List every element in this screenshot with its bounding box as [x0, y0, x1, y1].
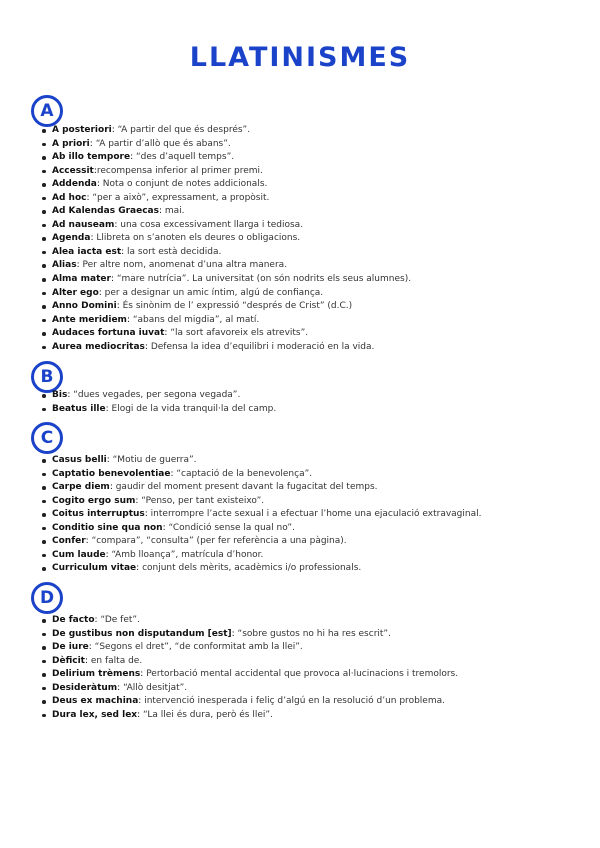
term-separator: :	[89, 138, 96, 149]
term-separator: :	[110, 274, 117, 285]
term-definition: “Amb lloança”, matrícula d’honor.	[111, 549, 264, 560]
list-item	[52, 178, 411, 192]
term-definition: “abans del migdia”, al matí.	[132, 314, 260, 325]
term-definition: mai.	[164, 206, 185, 217]
list-item	[52, 259, 411, 273]
list-item	[52, 468, 481, 482]
term-label: Ad hoc	[52, 192, 87, 203]
list-item	[52, 535, 481, 549]
term-label: Alma mater	[52, 274, 111, 285]
term-definition: És sinònim de l’ expressió “després de Crist” (d.C.)	[122, 301, 353, 312]
term-list-c	[0, 454, 481, 576]
term-label: Beatus ille	[52, 403, 106, 414]
term-definition: “Motiu de guerra”.	[112, 455, 197, 465]
term-label: Agenda	[52, 233, 91, 244]
term-separator: :	[98, 287, 105, 298]
term-label: Coitus interruptus	[52, 509, 145, 520]
term-separator: :	[96, 179, 103, 190]
term-separator: :	[88, 642, 95, 653]
term-label: Curriculum vitae	[52, 563, 137, 574]
term-definition: “la sort afavoreix els atrevits”.	[170, 328, 309, 339]
list-item	[52, 403, 276, 417]
term-separator: :	[67, 390, 74, 400]
list-item	[52, 219, 411, 233]
section-letter-a: A	[31, 95, 63, 127]
term-label: De iure	[52, 642, 89, 653]
term-definition: “Allò desitjat”.	[123, 682, 188, 693]
list-item	[52, 454, 481, 468]
term-separator: :	[117, 682, 124, 693]
list-item	[52, 300, 411, 314]
term-separator: :	[111, 125, 118, 135]
section-letter-d: D	[31, 582, 63, 614]
term-definition: en falta de.	[90, 655, 143, 666]
term-definition: Defensa la idea d’equilibri i moderació en la vida.	[150, 341, 375, 352]
term-label: Dèficit	[52, 655, 85, 666]
term-label: Accessit	[52, 165, 94, 176]
term-label: Cogito ergo sum	[52, 495, 136, 506]
term-label: Delirium trèmens	[52, 669, 141, 680]
term-label: Alias	[52, 260, 77, 271]
term-definition: “des d’aquell temps”.	[135, 152, 235, 163]
list-item	[52, 628, 458, 642]
page-title: LLATINISMES	[189, 42, 411, 73]
term-separator: :	[109, 482, 116, 493]
list-item	[52, 562, 481, 576]
term-label: De gustibus non disputandum [est]	[52, 628, 232, 639]
term-label: A priori	[52, 138, 90, 149]
list-item	[52, 695, 458, 709]
term-definition: “compara”, “consulta” (per fer referència a una pàgina).	[91, 536, 347, 547]
list-item	[52, 205, 411, 219]
term-definition: “La llei és dura, però és llei”.	[143, 709, 273, 720]
list-item	[52, 341, 411, 355]
list-item	[52, 655, 458, 669]
term-label: De facto	[52, 615, 95, 625]
term-definition: la sort està decidida.	[127, 246, 222, 257]
term-definition: “Penso, per tant existeixo”.	[141, 495, 265, 506]
term-definition: “sobre gustos no hi ha res escrit”.	[237, 628, 391, 639]
term-separator: :	[93, 165, 97, 176]
term-separator: :	[84, 655, 91, 666]
term-separator: :	[121, 246, 128, 257]
term-list-d	[0, 614, 458, 722]
section-letter-b: B	[31, 361, 63, 393]
list-item	[52, 508, 481, 522]
term-separator: :	[158, 206, 165, 217]
term-separator: :	[114, 219, 121, 230]
term-label: Ab illo tempore	[52, 152, 131, 163]
term-label: Ante meridiem	[52, 314, 127, 325]
term-separator: :	[85, 536, 92, 547]
term-label: Deus ex machina	[52, 696, 139, 707]
list-item	[52, 151, 411, 165]
term-separator: :	[136, 563, 143, 574]
term-label: Aurea mediocritas	[52, 341, 145, 352]
term-separator: :	[138, 696, 145, 707]
list-item	[52, 192, 411, 206]
term-definition: interrompre l’acte sexual i a efectuar l’home una ejaculació extravaginal.	[150, 509, 482, 520]
list-item	[52, 641, 458, 655]
term-definition: per a designar un amic íntim, algú de confiança.	[104, 287, 324, 298]
term-separator: :	[94, 615, 101, 625]
term-separator: :	[140, 669, 147, 680]
term-separator: :	[130, 152, 136, 163]
term-separator: :	[105, 403, 112, 414]
list-item	[52, 495, 481, 509]
term-definition: conjunt dels mèrits, acadèmics i/o professionals.	[142, 563, 362, 574]
term-separator: :	[144, 341, 151, 352]
term-label: Conditio sine qua non	[52, 522, 163, 533]
term-separator: :	[162, 522, 169, 533]
term-list-b	[0, 389, 276, 416]
term-definition: “A partir del que és després”.	[117, 125, 251, 135]
list-item	[52, 232, 411, 246]
term-definition: gaudir del moment present davant la fugacitat del temps.	[115, 482, 378, 493]
term-separator: :	[126, 314, 133, 325]
term-label: Addenda	[52, 179, 97, 190]
term-definition: recompensa inferior al primer premi.	[96, 165, 263, 176]
term-label: Dura lex, sed lex	[52, 709, 138, 720]
list-item	[52, 709, 458, 723]
term-definition: Nota o conjunt de notes addicionals.	[102, 179, 268, 190]
list-item	[52, 246, 411, 260]
list-item	[52, 682, 458, 696]
term-separator: :	[86, 192, 93, 203]
term-definition: “Segons el dret”, “de conformitat amb la llei”.	[94, 642, 303, 653]
term-definition: “dues vegades, per segona vegada”.	[73, 390, 241, 400]
term-definition: Pertorbació mental accidental que provoca al·lucinacions i tremolors.	[146, 669, 459, 680]
term-label: Cum laude	[52, 549, 106, 560]
section-letter-c: C	[31, 422, 63, 454]
term-definition: “per a això”, expressament, a propòsit.	[92, 192, 270, 203]
list-item	[52, 481, 481, 495]
term-separator: :	[105, 549, 112, 560]
list-item	[52, 549, 481, 563]
list-item	[52, 124, 411, 138]
term-separator: :	[76, 260, 83, 271]
term-label: Desideràtum	[52, 682, 118, 693]
term-label: A posteriori	[52, 125, 112, 135]
term-label: Anno Domini	[52, 301, 117, 312]
term-separator: :	[144, 509, 151, 520]
term-label: Ad Kalendas Graecas	[52, 206, 159, 217]
term-label: Casus belli	[52, 455, 107, 465]
term-definition: “captació de la benevolença”.	[176, 468, 313, 479]
term-separator: :	[164, 328, 171, 339]
list-item	[52, 389, 276, 403]
list-item	[52, 327, 411, 341]
term-separator: :	[106, 455, 113, 465]
term-separator: :	[231, 628, 238, 639]
term-definition: “A partir d’allò que és abans”.	[95, 138, 231, 149]
term-definition: intervenció inesperada i feliç d’algú en la resolució d’un problema.	[144, 696, 445, 707]
list-item	[52, 287, 411, 301]
list-item	[52, 165, 411, 179]
term-definition: una cosa excessivament llarga i tediosa.	[120, 219, 304, 230]
term-separator: :	[170, 468, 177, 479]
term-label: Carpe diem	[52, 482, 110, 493]
term-definition: “Condició sense la qual no”.	[168, 522, 295, 533]
list-item	[52, 314, 411, 328]
term-label: Confer	[52, 536, 86, 547]
term-definition: “De fet”.	[100, 615, 140, 625]
term-label: Ad nauseam	[52, 219, 115, 230]
term-definition: “mare nutrícia”. La universitat (on són nodrits els seus alumnes).	[116, 274, 412, 285]
term-definition: Per altre nom, anomenat d’una altra manera.	[82, 260, 288, 271]
list-item	[52, 138, 411, 152]
term-separator: :	[137, 709, 144, 720]
term-label: Audaces fortuna iuvat	[52, 328, 165, 339]
term-separator: :	[116, 301, 123, 312]
list-item	[52, 668, 458, 682]
list-item	[52, 522, 481, 536]
term-label: Alter ego	[52, 287, 99, 298]
term-label: Alea iacta est	[52, 246, 122, 257]
list-item	[52, 614, 458, 628]
term-label: Bis	[52, 390, 68, 400]
term-definition: Llibreta on s’anoten els deures o obligacions.	[96, 233, 301, 244]
list-item	[52, 273, 411, 287]
term-separator: :	[90, 233, 97, 244]
term-definition: Elogi de la vida tranquil·la del camp.	[111, 403, 277, 414]
term-list-a	[0, 124, 411, 354]
term-separator: :	[135, 495, 142, 506]
term-label: Captatio benevolentiae	[52, 468, 171, 479]
